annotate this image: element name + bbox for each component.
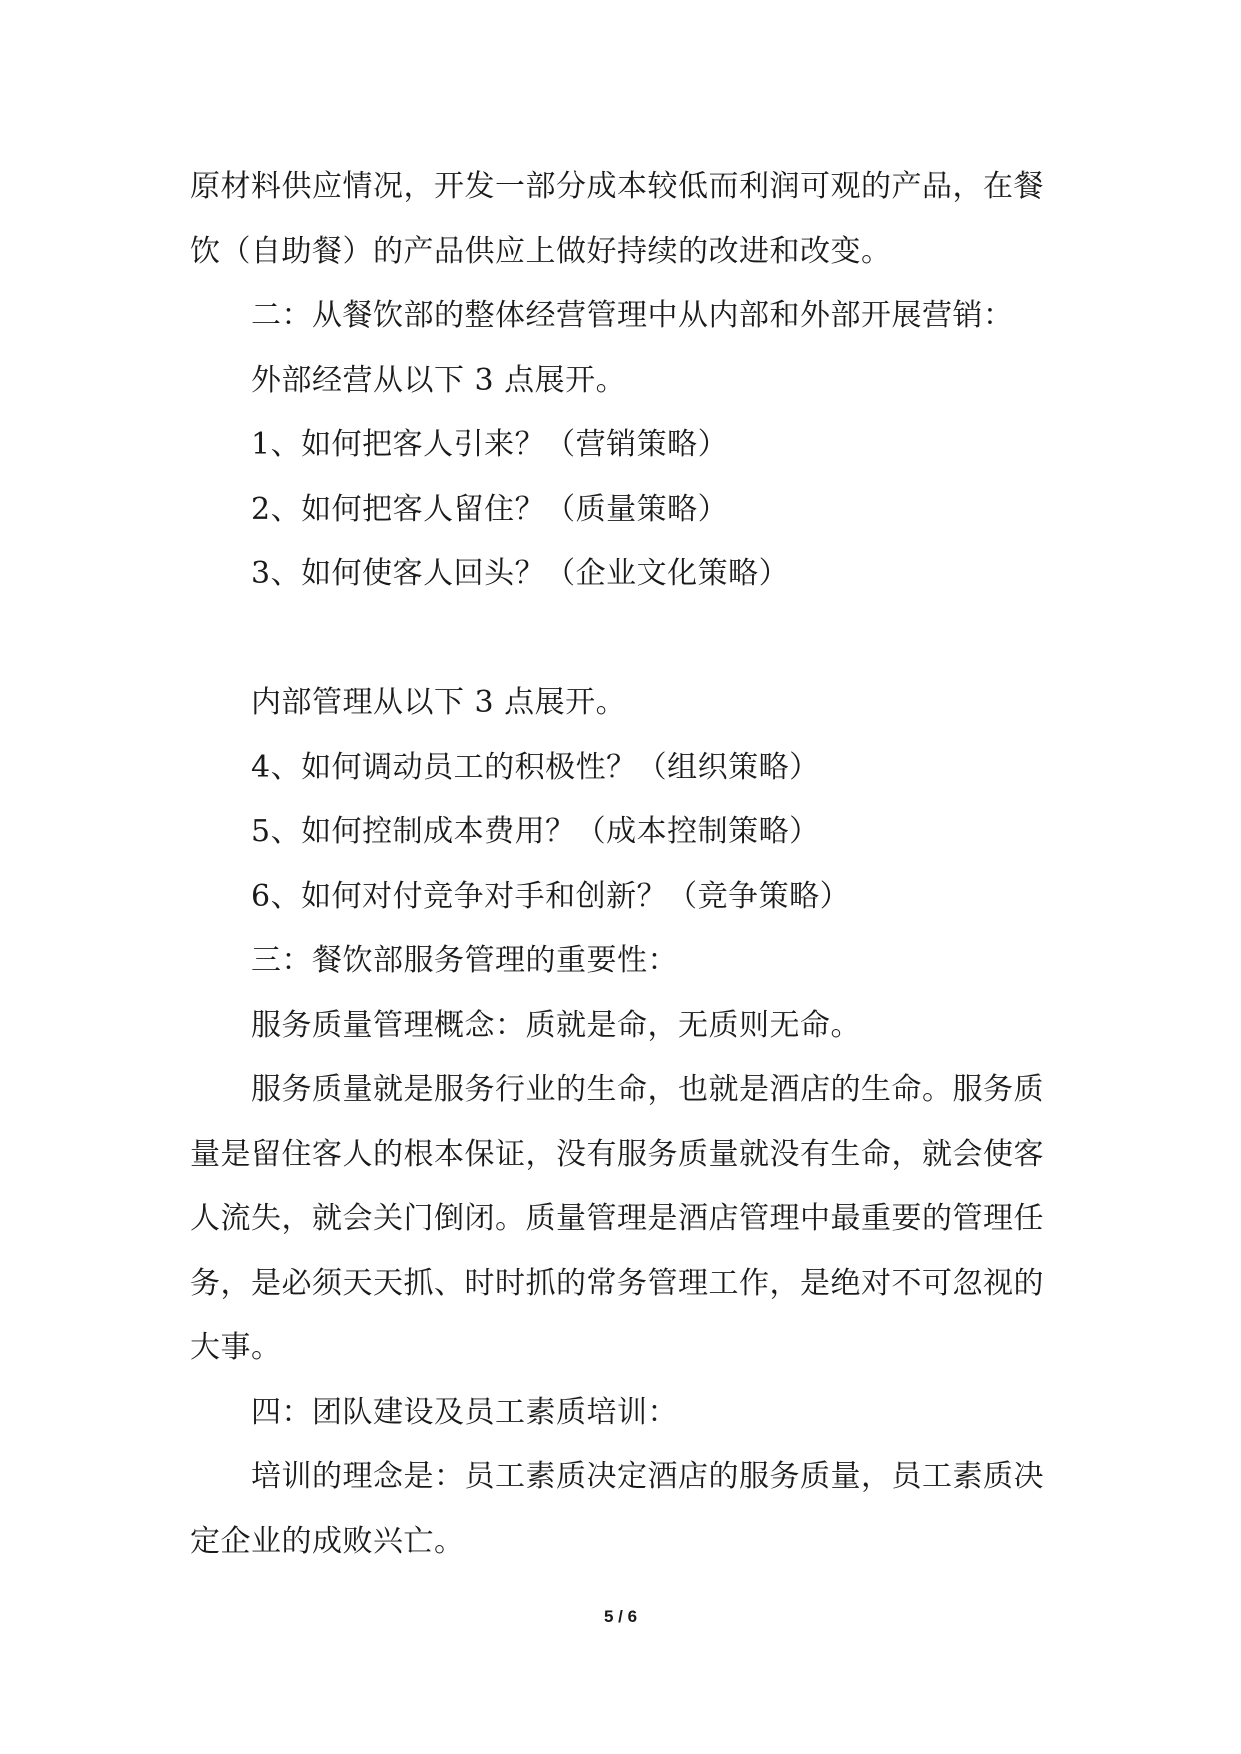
paragraph-training-concept: 培训的理念是：员工素质决定酒店的服务质量，员工素质决定企业的成败兴亡。 (190, 1459, 1044, 1559)
heading-section-two: 二：从餐饮部的整体经营管理中从内部和外部开展营销： (251, 298, 1014, 333)
heading-section-four: 四：团队建设及员工素质培训： (251, 1394, 678, 1430)
blank-line (190, 607, 1060, 672)
paragraph-internal-intro: 内部管理从以下 3 点展开。 (251, 685, 627, 720)
paragraph-quality-importance: 服务质量就是服务行业的生命，也就是酒店的生命。服务质量是留住客人的根本保证，没有服务质量就没有生命，就会使客人流失，就会关门倒闭。质量管理是酒店管理中最重要的管理任务，是必须天天抓、时时抓的常务管理工作，是绝对不可忽视的大事。 (190, 1072, 1044, 1365)
page-number: 5 / 6 (603, 1607, 638, 1626)
list-item-4: 4、如何调动员工的积极性？（组织策略） (251, 749, 820, 785)
list-item-5: 5、如何控制成本费用？（成本控制策略） (251, 814, 820, 849)
list-item-6: 6、如何对付竞争对手和创新？（竞争策略） (251, 878, 851, 914)
list-item-1: 1、如何把客人引来？（营销策略） (251, 427, 729, 462)
paragraph-intro-continuation: 原材料供应情况，开发一部分成本较低而利润可观的产品，在餐饮（自助餐）的产品供应上做好持续的改进和改变。 (190, 169, 1044, 269)
list-item-3: 3、如何使客人回头？（企业文化策略） (251, 556, 790, 591)
paragraph-external-intro: 外部经营从以下 3 点展开。 (251, 362, 627, 398)
document-body (190, 155, 1060, 1574)
list-item-2: 2、如何把客人留住？（质量策略） (251, 491, 729, 527)
paragraph-quality-concept: 服务质量管理概念：质就是命，无质则无命。 (251, 1007, 861, 1043)
heading-section-three: 三：餐饮部服务管理的重要性： (251, 943, 678, 978)
